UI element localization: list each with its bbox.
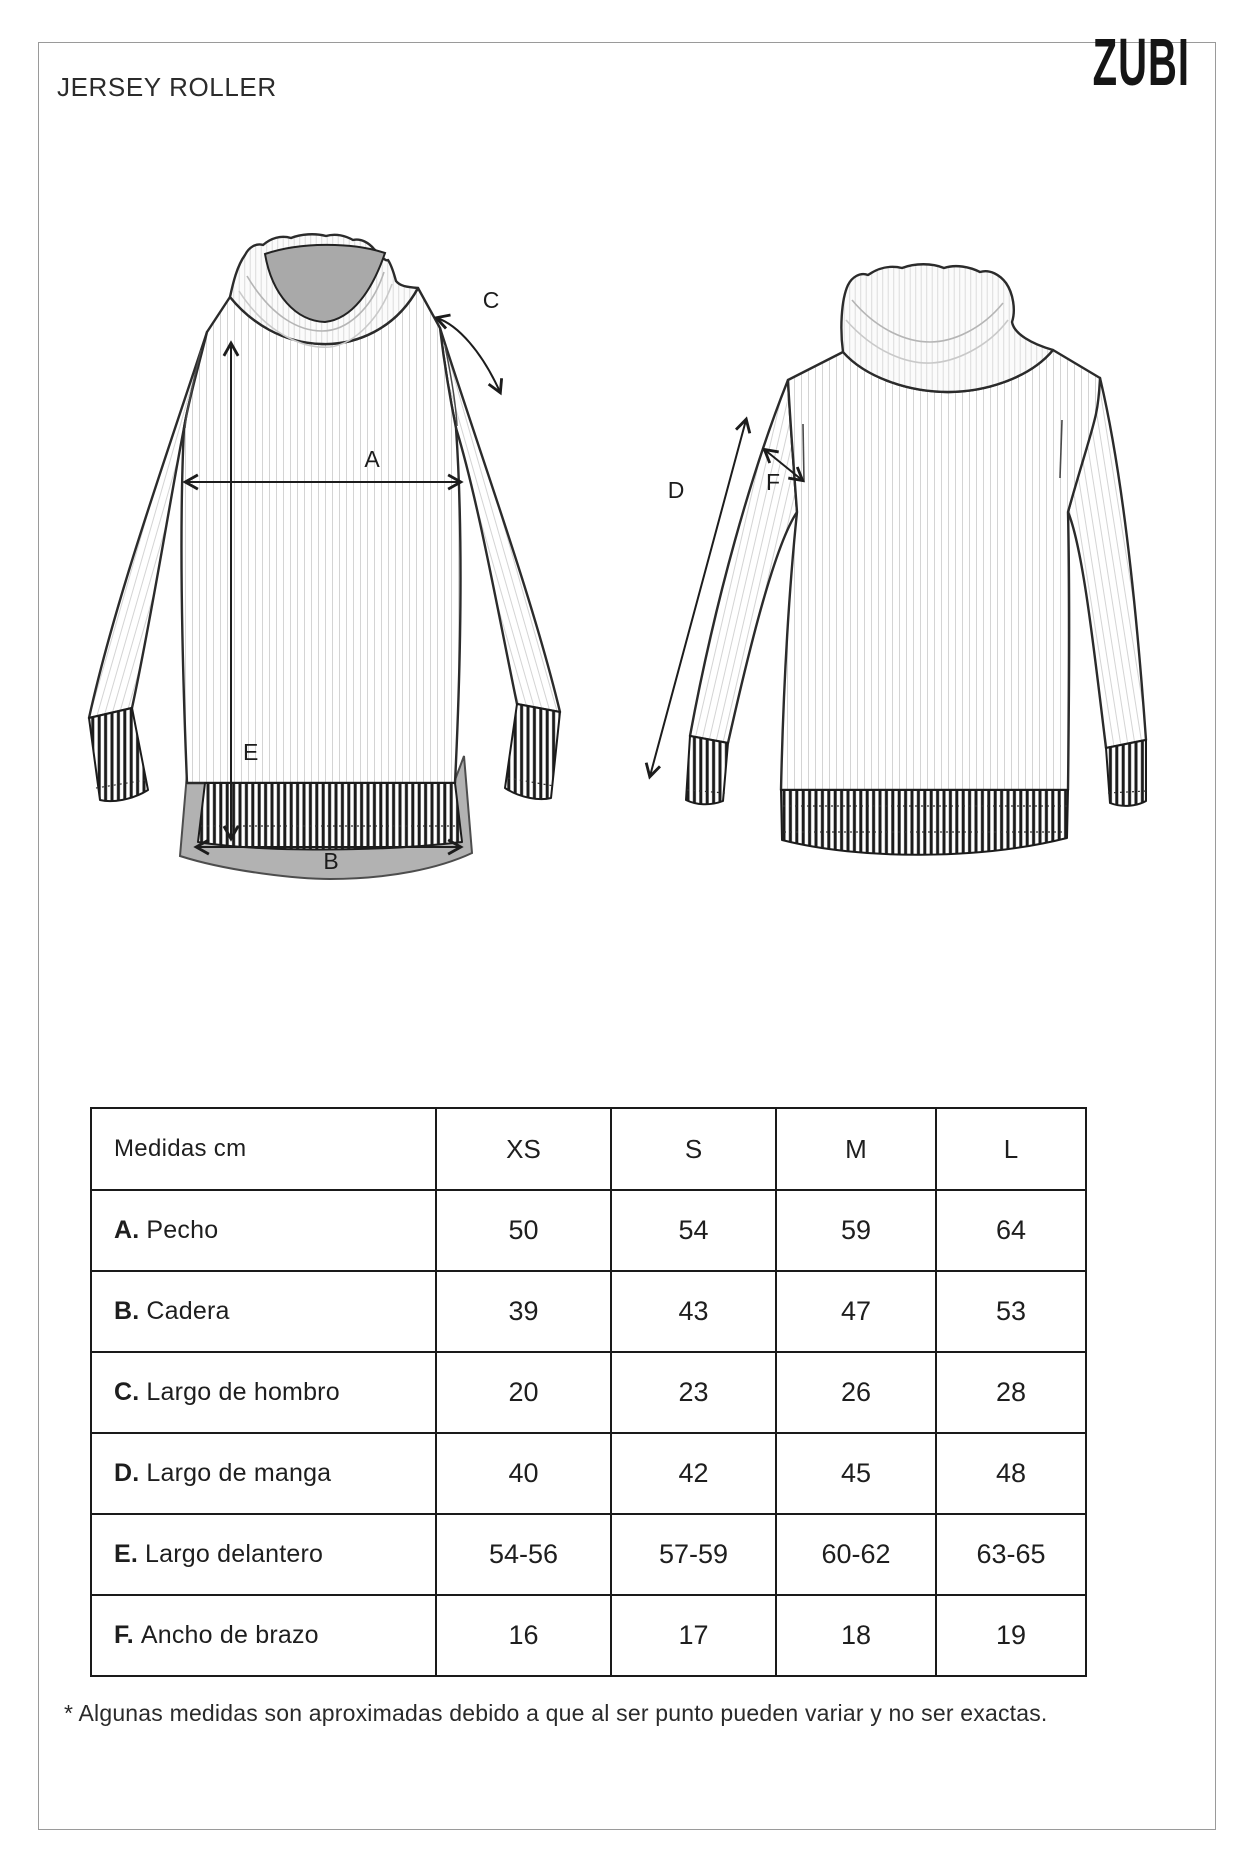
measure-label-c: C [482, 287, 500, 313]
cell-arm-width-l: 19 [936, 1595, 1086, 1676]
cell-front-length-m: 60-62 [776, 1514, 936, 1595]
cell-shoulder-m: 26 [776, 1352, 936, 1433]
front-body [181, 288, 460, 783]
cell-hip-l: 53 [936, 1271, 1086, 1352]
table-row-shoulder [91, 1352, 1086, 1433]
cell-chest-xs: 50 [436, 1190, 611, 1271]
row-label-shoulder: C. Largo de hombro [91, 1352, 436, 1433]
cell-front-length-s: 57-59 [611, 1514, 776, 1595]
row-label-front-length: E. Largo delantero [91, 1514, 436, 1595]
header-size-l: L [936, 1108, 1086, 1190]
row-label-hip: B. Cadera [91, 1271, 436, 1352]
sweater-back-sketch [628, 248, 1192, 870]
cell-arm-width-m: 18 [776, 1595, 936, 1676]
brand-logo: ZUBI [1092, 26, 1190, 100]
measure-label-b: B [323, 848, 339, 874]
back-hem-band [781, 790, 1068, 855]
page-title: JERSEY ROLLER [57, 72, 277, 102]
header-size-s: S [611, 1108, 776, 1190]
cell-hip-s: 43 [611, 1271, 776, 1352]
cell-arm-width-xs: 16 [436, 1595, 611, 1676]
header-size-m: M [776, 1108, 936, 1190]
cell-sleeve-s: 42 [611, 1433, 776, 1514]
cell-chest-m: 59 [776, 1190, 936, 1271]
cell-hip-xs: 39 [436, 1271, 611, 1352]
front-hem-band [198, 783, 462, 850]
cell-shoulder-l: 28 [936, 1352, 1086, 1433]
measure-label-a: A [364, 446, 380, 472]
cell-arm-width-s: 17 [611, 1595, 776, 1676]
measure-label-f: F [765, 469, 781, 495]
table-row-hip [91, 1271, 1086, 1352]
back-body [781, 350, 1100, 790]
header-measures: Medidas cm [91, 1108, 436, 1190]
cell-front-length-l: 63-65 [936, 1514, 1086, 1595]
cell-shoulder-s: 23 [611, 1352, 776, 1433]
cell-hip-m: 47 [776, 1271, 936, 1352]
row-label-arm-width: F. Ancho de brazo [91, 1595, 436, 1676]
table-row-sleeve [91, 1433, 1086, 1514]
header-size-xs: XS [436, 1108, 611, 1190]
measure-label-e: E [243, 739, 259, 765]
back-collar [841, 264, 1053, 392]
cell-chest-s: 54 [611, 1190, 776, 1271]
footnote: * Algunas medidas son aproximadas debido a que al ser punto pueden variar y no ser exactas. [64, 1700, 1048, 1726]
measure-label-d: D [667, 477, 685, 503]
sweater-front-sketch [78, 222, 582, 890]
cell-sleeve-l: 48 [936, 1433, 1086, 1514]
table-row-front-length [91, 1514, 1086, 1595]
row-label-chest: A. Pecho [91, 1190, 436, 1271]
cell-shoulder-xs: 20 [436, 1352, 611, 1433]
size-table-header-row [91, 1108, 1086, 1190]
table-row-chest [91, 1190, 1086, 1271]
cell-sleeve-xs: 40 [436, 1433, 611, 1514]
cell-sleeve-m: 45 [776, 1433, 936, 1514]
row-label-sleeve: D. Largo de manga [91, 1433, 436, 1514]
cell-chest-l: 64 [936, 1190, 1086, 1271]
size-table [90, 1107, 1087, 1677]
table-row-arm-width [91, 1595, 1086, 1676]
cell-front-length-xs: 54-56 [436, 1514, 611, 1595]
